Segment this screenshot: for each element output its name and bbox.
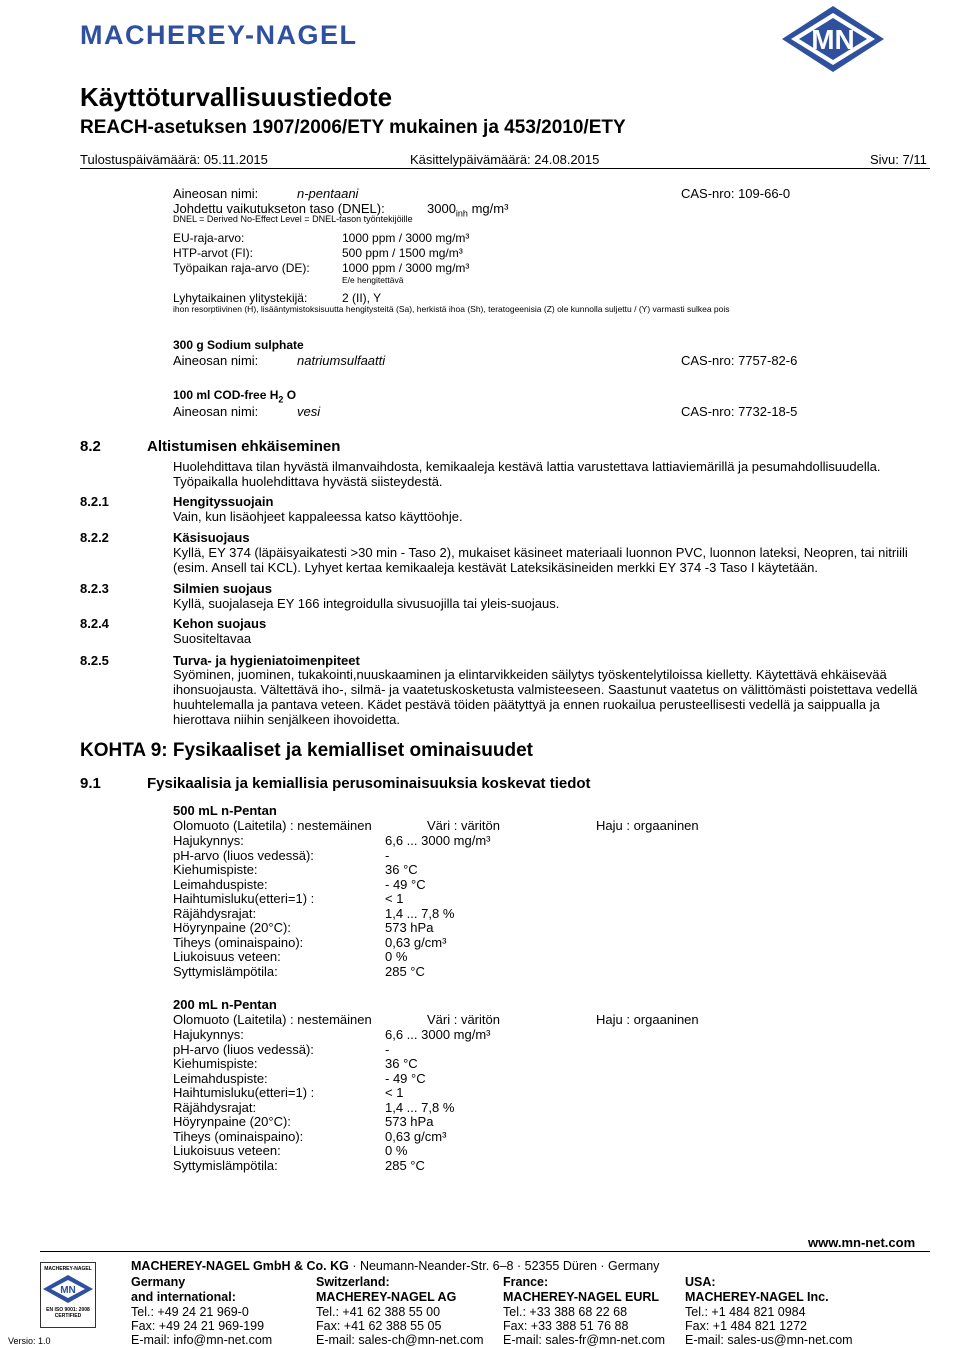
iso-mn-logo-icon [41, 1274, 95, 1304]
office-subheading: and international: [131, 1290, 236, 1304]
property-label: pH-arvo (liuos vedessä): [173, 1041, 314, 1057]
sodium-heading: 300 g Sodium sulphate [173, 338, 304, 352]
office-subheading: MACHEREY-NAGEL Inc. [685, 1290, 829, 1304]
office-email[interactable]: E-mail: info@mn-net.com [131, 1333, 273, 1347]
odor-text: Haju : orgaaninen [596, 1012, 699, 1027]
property-label: Räjähdysrajat: [173, 1099, 257, 1115]
section-8-2-title: Altistumisen ehkäiseminen [147, 438, 341, 455]
property-label: Höyrynpaine (20°C): [173, 1114, 291, 1129]
print-date: Tulostuspäivämäärä: 05.11.2015 [80, 152, 268, 167]
sodium-cas: CAS-nro: 7757-82-6 [681, 353, 798, 368]
footer-rule [40, 1251, 930, 1252]
property-value: 6,6 ... 3000 mg/m³ [385, 1027, 491, 1042]
dnel-note: DNEL = Derived No-Effect Level = DNEL-tason työntekijöille [173, 214, 413, 224]
de-limit-value: 1000 ppm / 3000 mg/m³ [342, 261, 470, 275]
de-limit-note: E/e hengitettävä [342, 275, 404, 285]
state-text: Olomuoto (Laitetila) : nestemäinen [173, 818, 372, 833]
office-email[interactable]: E-mail: sales-us@mn-net.com [685, 1333, 853, 1347]
section-8-2-text: Huolehdittava tilan hyvästä ilmanvaihdosta, kemikaaleja kestävä lattia varustettava lattiaviemärillä ja pesumahdollisuudella. Työpaikalla huolehdittava hyvästä siisteydestä. [173, 459, 881, 489]
subsection-number: 8.2.1 [80, 494, 109, 509]
property-label: Liukoisuus veteen: [173, 1143, 281, 1158]
state-text: Olomuoto (Laitetila) : nestemäinen [173, 1012, 372, 1027]
section-8-2-number: 8.2 [80, 438, 101, 455]
office-heading: Switzerland: [316, 1275, 390, 1289]
property-value: 36 °C [385, 862, 418, 877]
subsection-text: Kyllä, suojalaseja EY 166 integroidulla sivusuojilla tai yleis-suojaus. [173, 596, 560, 611]
office-fax: Fax: +1 484 821 1272 [685, 1319, 807, 1333]
office-subheading: MACHEREY-NAGEL EURL [503, 1290, 660, 1304]
office-fax: Fax: +41 62 388 55 05 [316, 1319, 442, 1333]
processing-date: Käsittelypäivämäärä: 24.08.2015 [410, 152, 600, 167]
property-value: - [385, 847, 390, 863]
cod-name-label: Aineosan nimi: [173, 404, 259, 419]
subsection-title: Silmien suojaus [173, 581, 272, 596]
property-value: 0,63 g/cm³ [385, 1128, 447, 1144]
property-label: Leimahduspiste: [173, 1070, 268, 1086]
htp-value: 500 ppm / 1500 mg/m³ [342, 246, 463, 260]
cas-number: CAS-nro: 109-66-0 [681, 186, 791, 201]
office-tel: Tel.: +49 24 21 969-0 [131, 1305, 249, 1319]
cod-name-value: vesi [297, 404, 321, 419]
subsection-title: Käsisuojaus [173, 530, 250, 545]
footer-company-line: MACHEREY-NAGEL GmbH & Co. KG · Neumann-Neander-Str. 6–8 · 52355 Düren · Germany [131, 1259, 660, 1273]
office-tel: Tel.: +1 484 821 0984 [685, 1305, 806, 1319]
short-term-label: Lyhytaikainen ylitystekijä: [173, 291, 308, 305]
property-value: 573 hPa [385, 920, 434, 935]
iso-cert-text: EN ISO 9001: 2008 CERTIFIED [46, 1307, 90, 1319]
office-tel: Tel.: +33 388 68 22 68 [503, 1305, 628, 1319]
property-value: < 1 [385, 1085, 404, 1100]
dnel-label: Johdettu vaikutukseton taso (DNEL): [173, 201, 385, 216]
short-term-value: 2 (II), Y [342, 291, 382, 305]
brand-wordmark: MACHEREY-NAGEL [80, 20, 358, 50]
property-label: Tiheys (ominaispaino): [173, 1128, 304, 1144]
htp-label: HTP-arvot (FI): [173, 246, 253, 260]
dnel-value: $3000_{inh}$ mg/m³ [427, 201, 509, 219]
office-heading: USA: [685, 1275, 716, 1289]
section-9-1-number: 9.1 [80, 775, 101, 792]
property-label: Kiehumispiste: [173, 1056, 258, 1071]
subsection-title: Turva- ja hygieniatoimenpiteet [173, 653, 360, 668]
eu-limit-label: EU-raja-arvo: [173, 231, 245, 245]
property-label: Liukoisuus veteen: [173, 949, 281, 964]
mn-logo-icon [778, 4, 888, 74]
property-label: Syttymislämpötila: [173, 963, 278, 979]
property-label: Kiehumispiste: [173, 862, 258, 877]
sodium-name-label: Aineosan nimi: [173, 353, 259, 368]
property-value: - 49 °C [385, 1070, 426, 1086]
subsection-text: Syöminen, juominen, tukakointi,nuuskaaminen ja elintarvikkeiden säilytys työskentelytiloissa kielletty. Käytettävä ehkäisevää ihonsuojausta. Vältettävä iho-, silmä- ja vaatetuskosketusta valmisteeseen. Saastunut vaatetus on välittömästi poistettava vedellä huuhtelemalla ja pantava veteen. Kädet pestävä töiden päätyttyä ja ennen ruokailua perusteellisesti vedellä ja saippualla ja hierottava niihin senjälkeen ihovoidetta. [173, 667, 918, 727]
subsection-number: 8.2.2 [80, 530, 109, 545]
subsection-title: Hengityssuojain [173, 494, 274, 509]
property-value: 573 hPa [385, 1114, 434, 1129]
document-title: Käyttöturvallisuustiedote [80, 82, 393, 112]
property-value: - [385, 1041, 390, 1057]
property-label: Höyrynpaine (20°C): [173, 920, 291, 935]
property-label: Tiheys (ominaispaino): [173, 934, 304, 950]
cod-heading: 100 ml COD-free $H_2$ O [173, 388, 297, 405]
property-label: Syttymislämpötila: [173, 1157, 278, 1173]
subsection-number: 8.2.3 [80, 581, 109, 596]
office-email[interactable]: E-mail: sales-fr@mn-net.com [503, 1333, 666, 1347]
office-heading: France: [503, 1275, 549, 1289]
property-label: Hajukynnys: [173, 833, 244, 848]
property-value: 285 °C [385, 1157, 425, 1173]
svg-text:MN: MN [60, 1285, 76, 1296]
iso-certificate-badge [40, 1262, 96, 1328]
office-tel: Tel.: +41 62 388 55 00 [316, 1305, 441, 1319]
office-fax: Fax: +49 24 21 969-199 [131, 1319, 265, 1333]
property-value: - 49 °C [385, 876, 426, 892]
logo-text: MN [811, 24, 855, 55]
section-9-1-title: Fysikaalisia ja kemiallisia perusominaisuuksia koskevat tiedot [147, 775, 591, 792]
property-label: pH-arvo (liuos vedessä): [173, 847, 314, 863]
iso-brand-text: MACHEREY-NAGEL [44, 1266, 92, 1272]
property-label: Haihtumisluku(etteri=1) : [173, 1085, 315, 1100]
subsection-number: 8.2.4 [80, 616, 109, 631]
version-label: Versio: 1.0 [8, 1336, 51, 1346]
section-9-title: KOHTA 9: Fysikaaliset ja kemialliset ominaisuudet [80, 740, 533, 761]
property-value: 285 °C [385, 963, 425, 979]
cod-cas: CAS-nro: 7732-18-5 [681, 404, 798, 419]
odor-text: Haju : orgaaninen [596, 818, 699, 833]
property-label: Haihtumisluku(etteri=1) : [173, 891, 315, 906]
document-subtitle: REACH-asetuksen 1907/2006/ETY mukainen ja 453/2010/ETY [80, 117, 626, 138]
page-number: Sivu: 7/11 [870, 152, 927, 167]
header-rule [80, 168, 930, 169]
office-email[interactable]: E-mail: sales-ch@mn-net.com [316, 1333, 484, 1347]
property-label: Hajukynnys: [173, 1027, 244, 1042]
office-fax: Fax: +33 388 51 76 88 [503, 1319, 629, 1333]
eu-limit-value: 1000 ppm / 3000 mg/m³ [342, 231, 470, 245]
property-value: 1,4 ... 7,8 % [385, 1099, 455, 1115]
component-name-value: n-pentaani [297, 186, 359, 201]
subsection-title: Kehon suojaus [173, 616, 267, 631]
office-heading: Germany [131, 1275, 186, 1289]
property-value: 36 °C [385, 1056, 418, 1071]
property-label: Leimahduspiste: [173, 876, 268, 892]
properties-heading: 500 mL n-Pentan [173, 803, 277, 818]
subsection-text: Suositeltavaa [173, 631, 252, 646]
property-label: Räjähdysrajat: [173, 905, 257, 921]
subsection-text: Kyllä, EY 374 (läpäisyaikatesti >30 min - Taso 2), mukaiset käsineet materiaali luonnon PVC, luonnon lateksi, Neopren, tai nitriili (esim. Ansell tai KCL). Lyhyet kertaa kemikaaleja kestävät Lateksikäsineiden merkki EY 374 -3 Taso I käytetään. [173, 545, 908, 575]
sodium-name-value: natriumsulfaatti [297, 353, 386, 368]
property-value: 0 % [385, 1143, 408, 1158]
properties-heading: 200 mL n-Pentan [173, 997, 277, 1012]
color-text: Väri : väritön [427, 818, 500, 833]
notation-legend: ihon resorptiivinen (H), lisääntymistoksisuutta hengitysteitä (Sa), herkistä ihoa (Sh), teratogeenisia (Z) ole kunnolla suljettu / (Y) varmasti sulkea pois [173, 304, 730, 314]
office-subheading: MACHEREY-NAGEL AG [316, 1290, 457, 1304]
property-value: 6,6 ... 3000 mg/m³ [385, 833, 491, 848]
subsection-text: Vain, kun lisäohjeet kappaleessa katso käyttöohje. [173, 509, 463, 524]
property-value: < 1 [385, 891, 404, 906]
color-text: Väri : väritön [427, 1012, 500, 1027]
property-value: 0,63 g/cm³ [385, 934, 447, 950]
component-name-label: Aineosan nimi: [173, 186, 259, 201]
footer-url[interactable]: www.mn-net.com [808, 1235, 916, 1250]
de-limit-label: Työpaikan raja-arvo (DE): [173, 261, 310, 275]
property-value: 1,4 ... 7,8 % [385, 905, 455, 921]
property-value: 0 % [385, 949, 408, 964]
subsection-number: 8.2.5 [80, 653, 109, 668]
